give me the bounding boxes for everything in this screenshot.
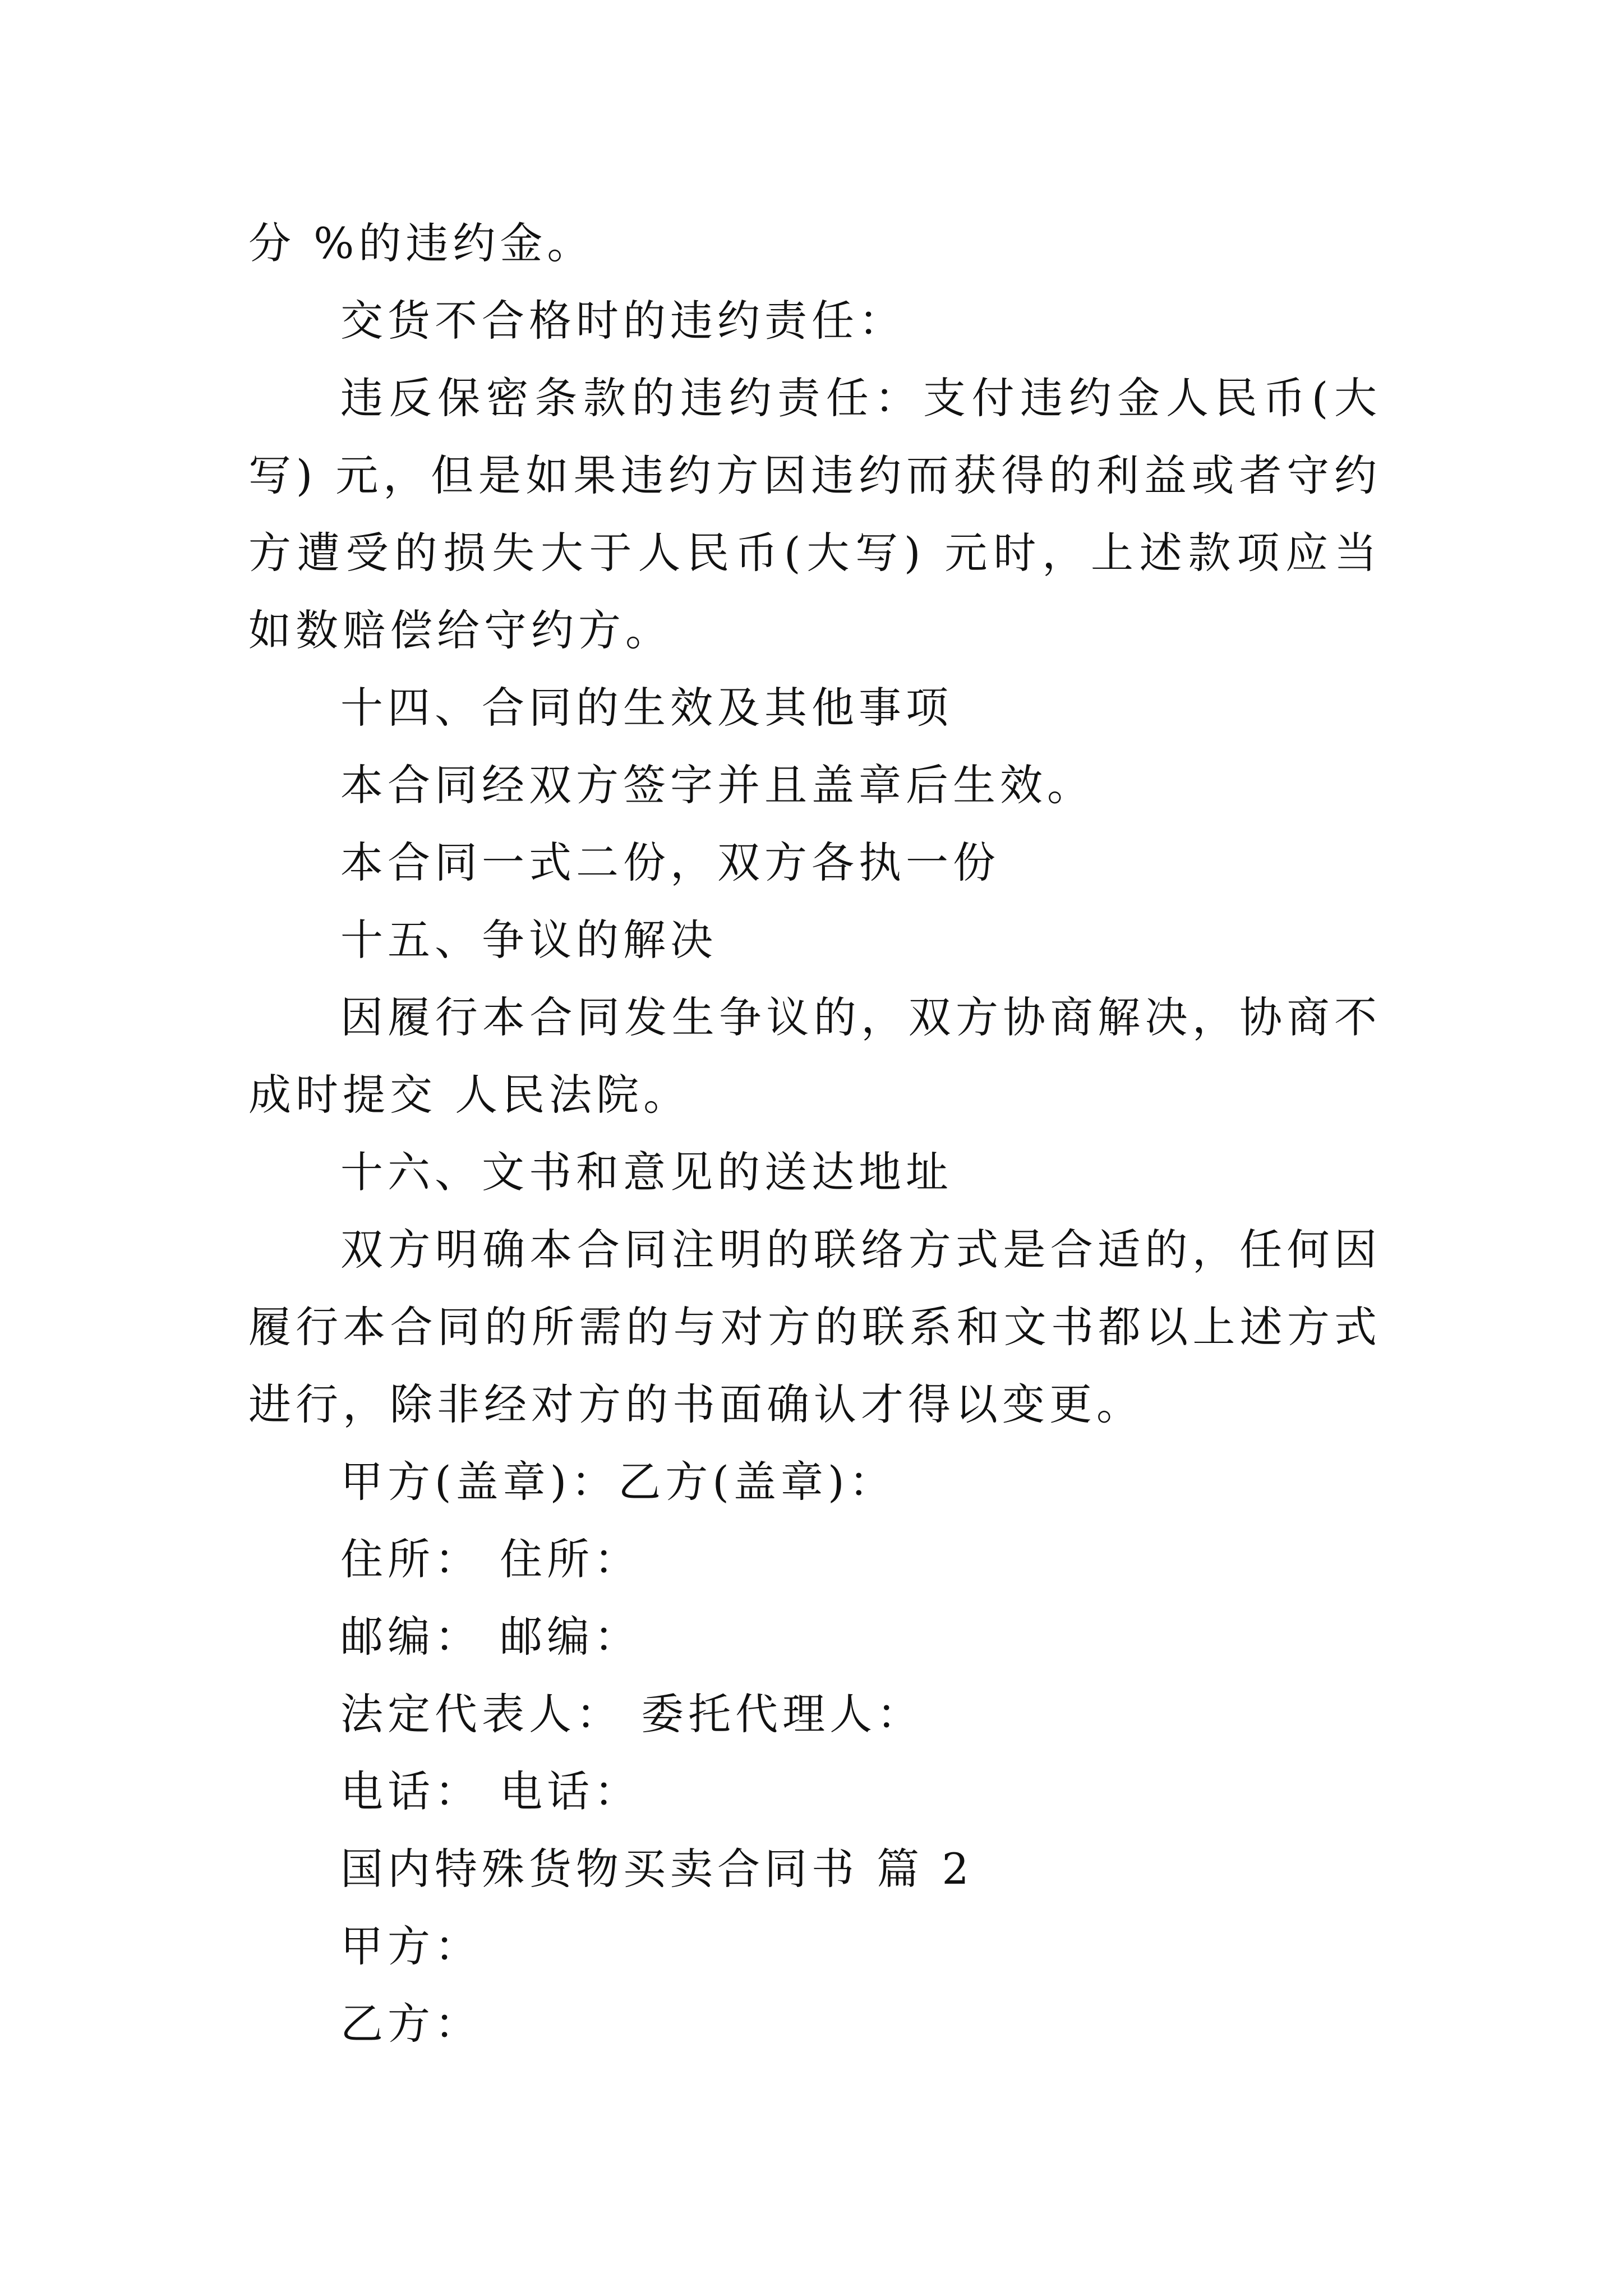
paragraph-copies: 本合同一式二份，双方各执一份 xyxy=(340,838,1000,887)
signature-address: 住所： 住所： xyxy=(340,1534,642,1584)
signature-representatives: 法定代表人： 委托代理人： xyxy=(340,1689,924,1739)
party-b-label: 乙方： xyxy=(340,1999,482,2049)
section-heading-dispute: 十五、争议的解决 xyxy=(340,915,717,965)
paragraph-penalty-percent: 分 %的违约金。 xyxy=(248,218,594,268)
signature-phone: 电话： 电话： xyxy=(340,1766,642,1816)
paragraph-effective-on-signing: 本合同经双方签字并且盖章后生效。 xyxy=(340,760,1094,810)
party-a-label: 甲方： xyxy=(340,1921,482,1971)
document-body xyxy=(248,205,1381,2063)
paragraph-dispute-resolution: 因履行本合同发生争议的，双方协商解决，协商不成时提交 人民法院。 xyxy=(248,992,1381,1120)
section-heading-service-address: 十六、文书和意见的送达地址 xyxy=(340,1147,953,1197)
paragraph-contact-method: 双方明确本合同注明的联络方式是合适的，任何因履行本合同的所需的与对方的联系和文书都以上述方式进行，除非经对方的书面确认才得以变更。 xyxy=(248,1225,1381,1429)
signature-party-seals: 甲方(盖章)：乙方(盖章)： xyxy=(340,1457,896,1507)
section-heading-effectiveness: 十四、合同的生效及其他事项 xyxy=(340,683,953,733)
signature-postcode: 邮编： 邮编： xyxy=(340,1612,642,1662)
paragraph-delivery-liability: 交货不合格时的违约责任： xyxy=(340,296,906,346)
paragraph-confidentiality-liability: 违反保密条款的违约责任：支付违约金人民币(大写) 元，但是如果违约方因违约而获得的利益或者守约方遭受的损失大于人民币(大写) 元时，上述款项应当如数赔偿给守约方。 xyxy=(248,373,1381,655)
contract-title-part-2: 国内特殊货物买卖合同书 篇 2 xyxy=(340,1844,974,1894)
